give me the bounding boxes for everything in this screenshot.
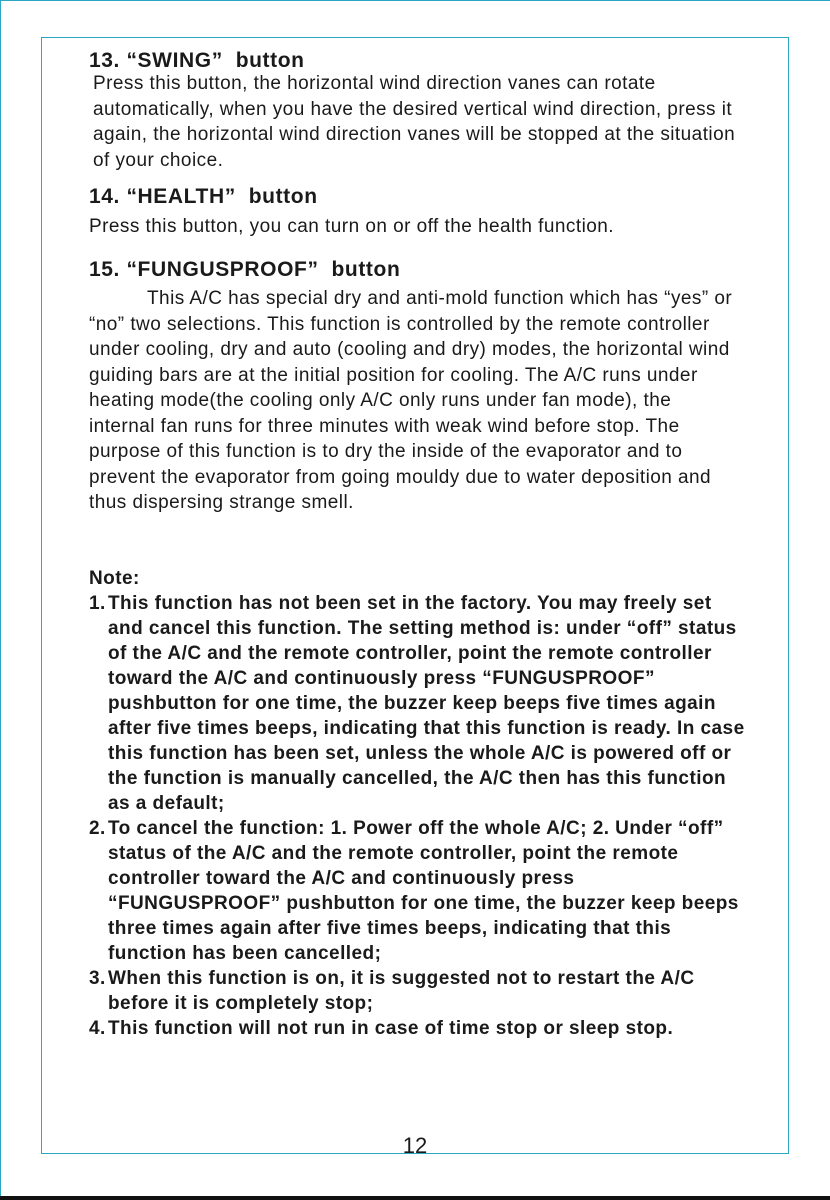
note-item [89,816,749,966]
button-keyword: FUNGUSPROOF [137,258,308,281]
notes-list [89,591,749,1041]
page-bottom-edge [0,1196,830,1200]
note-item [89,966,749,1016]
section-14-heading: 14. “HEALTH” button [89,185,318,208]
button-keyword: SWING [137,49,212,72]
section-13-heading: 13. “SWING” button [89,49,305,72]
note-number: 2. [89,818,106,839]
note-text: To cancel the function: 1. Power off the whole A/C; 2. Under “off” status of the A/C and the remote controller, point the remote controller toward the A/C and continuously press “FUNGUSPROOF” pushbutton for one time, the buzzer keep beeps three times again after five times beeps, indicating that this function has been cancelled; [108,818,739,964]
section-15-heading: 15. “FUNGUSPROOF” button [89,258,401,281]
section-number: 13. [89,49,120,72]
section-13-text: Press this button, the horizontal wind direction vanes can rotate automatically, when you have the desired vertical wind direction, press it again, the horizontal wind direction vanes will be stopped at the situation of your choice. [93,73,736,171]
page-number: 12 [402,1133,428,1158]
note-item [89,591,749,816]
note-item [89,1016,749,1041]
notes-section [89,566,749,1041]
note-text: This function has not been set in the factory. You may freely set and cancel this function. The setting method is: under “off” status of the A/C and the remote controller, point the remote controller toward the A/C and continuously press “FUNGUSPROOF” pushbutton for one time, the buzzer keep beeps five times again after five times beeps, indicating that this function is ready. In case this function has been set, unless the whole A/C is powered off or the function is manually cancelled, the A/C then has this function as a default; [108,593,745,814]
note-number: 4. [89,1018,106,1039]
note-number: 3. [89,968,106,989]
note-text: This function will not run in case of time stop or sleep stop. [108,1018,674,1039]
section-14-text: Press this button, you can turn on or off the health function. [89,216,615,237]
section-number: 14. [89,185,120,208]
note-number: 1. [89,593,106,614]
page-top-edge [0,0,830,1]
page-left-edge [0,0,1,1200]
section-15-text: This A/C has special dry and anti-mold function which has “yes” or “no” two selections. This function is controlled by the remote controller under cooling, dry and auto (cooling and dry) modes, the horizontal wind guiding bars are at the initial position for cooling. The A/C runs under heating mode(the cooling only A/C only runs under fan mode), the internal fan runs for three minutes with weak wind before stop. The purpose of this function is to dry the inside of the evaporator and to prevent the evaporator from going mouldy due to water deposition and thus dispersing strange smell. [89,288,733,513]
note-text: When this function is on, it is suggested not to restart the A/C before it is completely stop; [108,968,695,1014]
notes-title: Note: [89,568,140,589]
button-keyword: HEALTH [137,185,225,208]
section-number: 15. [89,258,120,281]
